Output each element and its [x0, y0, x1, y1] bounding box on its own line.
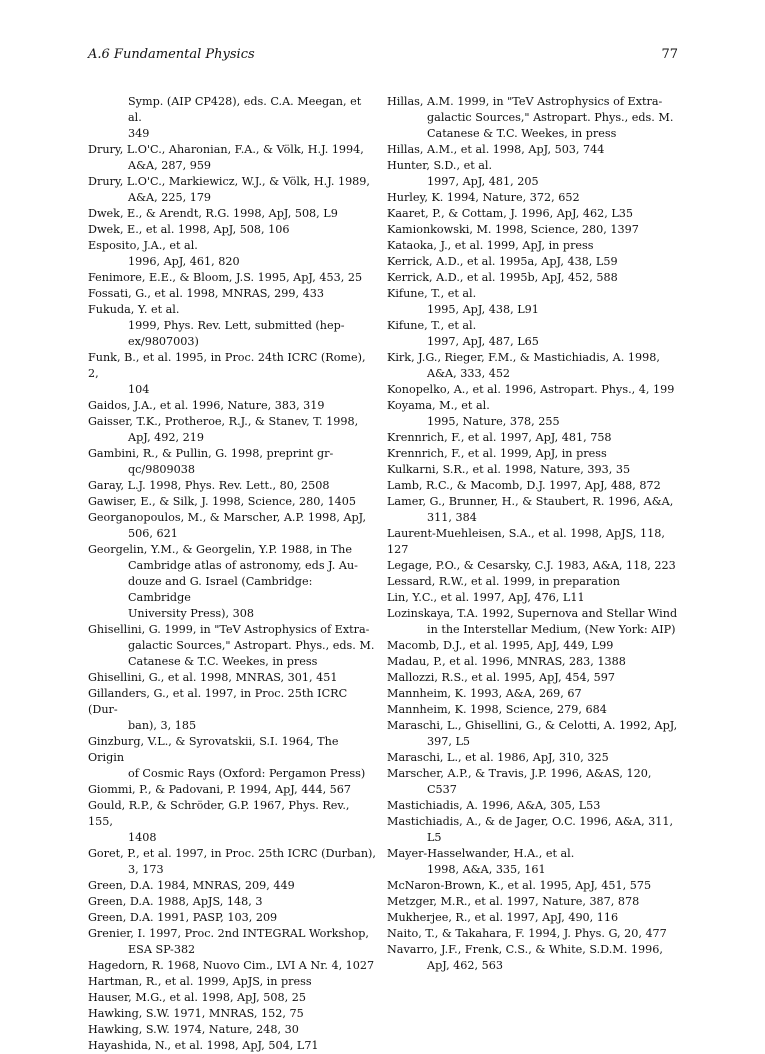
reference-continuation: galactic Sources," Astropart. Phys., eds. M.	[128, 639, 375, 652]
reference-continuation: 349	[128, 127, 150, 140]
reference-continuation: 1999, Phys. Rev. Lett, submitted (hep-	[128, 319, 345, 332]
reference-continuation: 1408	[128, 831, 157, 844]
references-left-column	[88, 94, 376, 1054]
reference-line: Drury, L.O'C., Markiewicz, W.J., & Völk, H.J. 1989,	[88, 175, 370, 188]
reference-line: Georganopoulos, M., & Marscher, A.P. 1998, ApJ,	[88, 511, 367, 524]
reference-entry	[88, 542, 376, 622]
reference-line: Legage, P.O., & Cesarsky, C.J. 1983, A&A, 118, 223	[387, 559, 676, 572]
reference-continuation: 397, L5	[427, 735, 471, 748]
reference-continuation: 1998, A&A, 335, 161	[427, 863, 546, 876]
reference-line: Hillas, A.M. 1999, in "TeV Astrophysics of Extra-	[387, 95, 663, 108]
reference-continuation: qc/9809038	[128, 463, 196, 476]
reference-entry	[387, 286, 678, 318]
reference-entry	[88, 398, 376, 414]
reference-entry	[88, 878, 376, 894]
reference-line: Macomb, D.J., et al. 1995, ApJ, 449, L99	[387, 639, 614, 652]
reference-line: Gould, R.P., & Schröder, G.P. 1967, Phys. Rev., 155,	[88, 799, 350, 828]
reference-line: Maraschi, L., Ghisellini, G., & Celotti, A. 1992, ApJ,	[387, 719, 678, 732]
reference-line: Madau, P., et al. 1996, MNRAS, 283, 1388	[387, 655, 626, 668]
reference-entry	[88, 926, 376, 958]
reference-line: Mayer-Hasselwander, H.A., et al.	[387, 847, 575, 860]
reference-line: Koyama, M., et al.	[387, 399, 490, 412]
reference-entry	[387, 670, 678, 686]
reference-entry	[88, 206, 376, 222]
section-title: A.6 Fundamental Physics	[88, 47, 255, 62]
reference-entry	[387, 142, 678, 158]
reference-entry	[387, 878, 678, 894]
reference-continuation: ex/9807003)	[128, 335, 199, 348]
reference-continuation: 506, 621	[128, 527, 178, 540]
reference-entry	[387, 526, 678, 558]
reference-entry	[387, 702, 678, 718]
reference-line: Hunter, S.D., et al.	[387, 159, 493, 172]
reference-line: Lamer, G., Brunner, H., & Staubert, R. 1996, A&A,	[387, 495, 674, 508]
reference-line: Goret, P., et al. 1997, in Proc. 25th ICRC (Durban),	[88, 847, 376, 860]
references-right-column	[387, 94, 678, 974]
reference-line: Esposito, J.A., et al.	[88, 239, 198, 252]
reference-entry	[387, 942, 678, 974]
reference-entry	[88, 238, 376, 270]
reference-entry	[387, 254, 678, 270]
page-number: 77	[661, 47, 678, 62]
reference-line: Grenier, I. 1997, Proc. 2nd INTEGRAL Workshop,	[88, 927, 369, 940]
reference-line: Hurley, K. 1994, Nature, 372, 652	[387, 191, 580, 204]
reference-entry	[387, 270, 678, 286]
reference-line: Mannheim, K. 1998, Science, 279, 684	[387, 703, 607, 716]
reference-entry	[387, 446, 678, 462]
reference-entry	[88, 222, 376, 238]
reference-line: Hagedorn, R. 1968, Nuovo Cim., LVI A Nr. 4, 1027	[88, 959, 375, 972]
reference-continuation: 1996, ApJ, 461, 820	[128, 255, 240, 268]
reference-entry	[387, 686, 678, 702]
reference-line: Gaisser, T.K., Protheroe, R.J., & Stanev, T. 1998,	[88, 415, 359, 428]
reference-line: Lozinskaya, T.A. 1992, Supernova and Stellar Wind	[387, 607, 678, 620]
reference-entry	[387, 750, 678, 766]
reference-entry	[88, 494, 376, 510]
reference-continuation: ApJ, 462, 563	[427, 959, 504, 972]
reference-line: Ghisellini, G., et al. 1998, MNRAS, 301, 451	[88, 671, 338, 684]
reference-entry	[88, 414, 376, 446]
reference-continuation: A&A, 333, 452	[427, 367, 511, 380]
reference-entry	[88, 894, 376, 910]
reference-entry	[88, 302, 376, 350]
reference-line: Gambini, R., & Pullin, G. 1998, preprint gr-	[88, 447, 334, 460]
reference-line: Naito, T., & Takahara, F. 1994, J. Phys. G, 20, 477	[387, 927, 667, 940]
reference-line: Konopelko, A., et al. 1996, Astropart. Phys., 4, 199	[387, 383, 675, 396]
reference-entry	[88, 910, 376, 926]
reference-line: Garay, L.J. 1998, Phys. Rev. Lett., 80, 2508	[88, 479, 330, 492]
reference-line: Hayashida, N., et al. 1998, ApJ, 504, L71	[88, 1039, 319, 1052]
reference-line: Ghisellini, G. 1999, in "TeV Astrophysics of Extra-	[88, 623, 370, 636]
reference-line: Mallozzi, R.S., et al. 1995, ApJ, 454, 597	[387, 671, 616, 684]
reference-entry	[387, 350, 678, 382]
reference-entry	[88, 686, 376, 734]
reference-entry	[88, 1022, 376, 1038]
reference-entry	[387, 94, 678, 142]
reference-continuation: 1995, ApJ, 438, L91	[427, 303, 539, 316]
reference-entry	[387, 430, 678, 446]
reference-entry	[387, 654, 678, 670]
reference-line: Mastichiadis, A., & de Jager, O.C. 1996, A&A, 311,	[387, 815, 674, 828]
reference-entry	[387, 190, 678, 206]
reference-continuation: 1995, Nature, 378, 255	[427, 415, 560, 428]
reference-line: Dwek, E., et al. 1998, ApJ, 508, 106	[88, 223, 290, 236]
reference-entry	[387, 766, 678, 798]
reference-continuation: ESA SP-382	[128, 943, 196, 956]
reference-continuation: galactic Sources," Astropart. Phys., eds. M.	[427, 111, 674, 124]
reference-entry	[387, 382, 678, 398]
reference-entry	[387, 846, 678, 878]
reference-continuation: C537	[427, 783, 457, 796]
reference-line: Kerrick, A.D., et al. 1995a, ApJ, 438, L59	[387, 255, 618, 268]
reference-line: Kulkarni, S.R., et al. 1998, Nature, 393, 35	[387, 463, 631, 476]
reference-continuation: 1997, ApJ, 481, 205	[427, 175, 539, 188]
reference-entry	[88, 990, 376, 1006]
reference-line: Hauser, M.G., et al. 1998, ApJ, 508, 25	[88, 991, 306, 1004]
reference-entry	[88, 974, 376, 990]
reference-entry	[88, 622, 376, 670]
reference-line: Lin, Y.C., et al. 1997, ApJ, 476, L11	[387, 591, 585, 604]
reference-continuation: Symp. (AIP CP428), eds. C.A. Meegan, et al.	[128, 95, 362, 124]
reference-line: Funk, B., et al. 1995, in Proc. 24th ICRC (Rome), 2,	[88, 351, 366, 380]
reference-entry	[88, 734, 376, 782]
reference-line: Kamionkowski, M. 1998, Science, 280, 1397	[387, 223, 639, 236]
running-header	[88, 47, 678, 67]
reference-line: Kifune, T., et al.	[387, 287, 477, 300]
reference-line: Gillanders, G., et al. 1997, in Proc. 25th ICRC (Dur-	[88, 687, 348, 716]
reference-entry	[88, 142, 376, 174]
reference-line: Metzger, M.R., et al. 1997, Nature, 387, 878	[387, 895, 640, 908]
reference-entry	[387, 206, 678, 222]
reference-line: Navarro, J.F., Frenk, C.S., & White, S.D.M. 1996,	[387, 943, 663, 956]
reference-entry	[387, 926, 678, 942]
reference-line: Mannheim, K. 1993, A&A, 269, 67	[387, 687, 582, 700]
reference-continuation: douze and G. Israel (Cambridge: Cambridge	[128, 575, 313, 604]
reference-line: Gaidos, J.A., et al. 1996, Nature, 383, 319	[88, 399, 325, 412]
reference-entry	[387, 494, 678, 526]
reference-line: Kirk, J.G., Rieger, F.M., & Mastichiadis, A. 1998,	[387, 351, 660, 364]
reference-line: Hawking, S.W. 1974, Nature, 248, 30	[88, 1023, 299, 1036]
reference-entry	[387, 638, 678, 654]
reference-continuation: ApJ, 492, 219	[128, 431, 205, 444]
reference-line: Green, D.A. 1991, PASP, 103, 209	[88, 911, 278, 924]
reference-continuation: L5	[427, 831, 442, 844]
reference-entry	[387, 158, 678, 190]
reference-entry	[88, 478, 376, 494]
reference-line: Kataoka, J., et al. 1999, ApJ, in press	[387, 239, 594, 252]
reference-entry	[88, 1038, 376, 1054]
reference-line: Kaaret, P., & Cottam, J. 1996, ApJ, 462, L35	[387, 207, 634, 220]
reference-line: Kifune, T., et al.	[387, 319, 477, 332]
reference-entry	[387, 398, 678, 430]
reference-entry	[88, 782, 376, 798]
reference-entry	[387, 238, 678, 254]
reference-continuation: A&A, 225, 179	[128, 191, 212, 204]
reference-entry	[387, 894, 678, 910]
reference-continuation: A&A, 287, 959	[128, 159, 212, 172]
reference-line: Dwek, E., & Arendt, R.G. 1998, ApJ, 508, L9	[88, 207, 338, 220]
reference-continuation: 311, 384	[427, 511, 477, 524]
reference-line: Krennrich, F., et al. 1997, ApJ, 481, 758	[387, 431, 612, 444]
reference-entry	[88, 958, 376, 974]
reference-line: Kerrick, A.D., et al. 1995b, ApJ, 452, 588	[387, 271, 618, 284]
reference-line: Mukherjee, R., et al. 1997, ApJ, 490, 116	[387, 911, 619, 924]
reference-entry	[387, 798, 678, 814]
reference-line: Fukuda, Y. et al.	[88, 303, 180, 316]
reference-continuation: 1997, ApJ, 487, L65	[427, 335, 539, 348]
reference-line: Maraschi, L., et al. 1986, ApJ, 310, 325	[387, 751, 609, 764]
reference-entry	[387, 558, 678, 574]
reference-entry	[387, 462, 678, 478]
reference-entry	[387, 590, 678, 606]
reference-entry	[88, 798, 376, 846]
reference-line: Ginzburg, V.L., & Syrovatskii, S.I. 1964, The Origin	[88, 735, 339, 764]
reference-entry	[387, 814, 678, 846]
reference-continuation: University Press), 308	[128, 607, 255, 620]
reference-entry	[88, 94, 376, 142]
reference-line: Gawiser, E., & Silk, J. 1998, Science, 280, 1405	[88, 495, 356, 508]
reference-entry	[387, 718, 678, 750]
reference-entry	[88, 270, 376, 286]
reference-entry	[387, 910, 678, 926]
reference-entry	[88, 846, 376, 878]
reference-entry	[88, 350, 376, 398]
reference-line: Lamb, R.C., & Macomb, D.J. 1997, ApJ, 488, 872	[387, 479, 661, 492]
reference-line: Mastichiadis, A. 1996, A&A, 305, L53	[387, 799, 601, 812]
reference-line: McNaron-Brown, K., et al. 1995, ApJ, 451, 575	[387, 879, 652, 892]
reference-line: Drury, L.O'C., Aharonian, F.A., & Völk, H.J. 1994,	[88, 143, 364, 156]
reference-line: Marscher, A.P., & Travis, J.P. 1996, A&AS, 120,	[387, 767, 652, 780]
reference-entry	[88, 446, 376, 478]
reference-continuation: 104	[128, 383, 150, 396]
reference-continuation: Cambridge atlas of astronomy, eds J. Au-	[128, 559, 358, 572]
reference-entry	[387, 478, 678, 494]
reference-entry	[387, 222, 678, 238]
reference-entry	[88, 1006, 376, 1022]
reference-continuation: in the Interstellar Medium, (New York: AIP)	[427, 623, 676, 636]
reference-entry	[88, 510, 376, 542]
reference-line: Hillas, A.M., et al. 1998, ApJ, 503, 744	[387, 143, 605, 156]
reference-continuation: ban), 3, 185	[128, 719, 197, 732]
reference-entry	[387, 574, 678, 590]
reference-line: Georgelin, Y.M., & Georgelin, Y.P. 1988, in The	[88, 543, 353, 556]
reference-entry	[88, 286, 376, 302]
reference-continuation: of Cosmic Rays (Oxford: Pergamon Press)	[128, 767, 366, 780]
reference-line: Lessard, R.W., et al. 1999, in preparation	[387, 575, 620, 588]
reference-continuation: 3, 173	[128, 863, 164, 876]
reference-line: Krennrich, F., et al. 1999, ApJ, in press	[387, 447, 607, 460]
reference-line: Hartman, R., et al. 1999, ApJS, in press	[88, 975, 312, 988]
reference-entry	[88, 670, 376, 686]
reference-continuation: Catanese & T.C. Weekes, in press	[427, 127, 617, 140]
reference-line: Laurent-Muehleisen, S.A., et al. 1998, ApJS, 118, 127	[387, 527, 665, 556]
reference-line: Green, D.A. 1984, MNRAS, 209, 449	[88, 879, 295, 892]
reference-line: Hawking, S.W. 1971, MNRAS, 152, 75	[88, 1007, 304, 1020]
reference-line: Green, D.A. 1988, ApJS, 148, 3	[88, 895, 263, 908]
reference-line: Fossati, G., et al. 1998, MNRAS, 299, 433	[88, 287, 324, 300]
reference-line: Fenimore, E.E., & Bloom, J.S. 1995, ApJ, 453, 25	[88, 271, 363, 284]
reference-entry	[387, 318, 678, 350]
reference-line: Giommi, P., & Padovani, P. 1994, ApJ, 444, 567	[88, 783, 352, 796]
reference-continuation: Catanese & T.C. Weekes, in press	[128, 655, 318, 668]
reference-entry	[387, 606, 678, 638]
reference-entry	[88, 174, 376, 206]
